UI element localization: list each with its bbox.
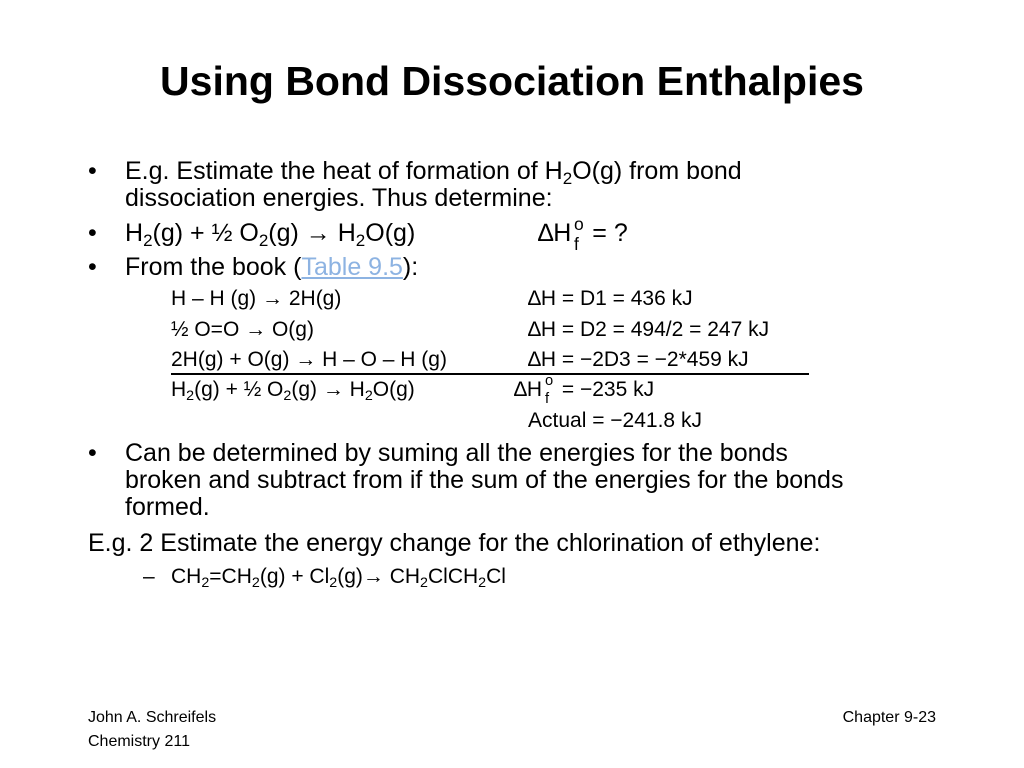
example-2-text: E.g. 2 Estimate the energy change for the chlorination of ethylene: [88,529,821,557]
actual-value: Actual = −241.8 kJ [528,409,702,432]
footer-course: Chemistry 211 [88,733,190,750]
step-2-enthalpy: ∆H = D2 = 494/2 = 247 kJ [528,318,770,341]
bullet-marker: • [88,439,97,467]
chlorination-reaction: $CH_2=CH_2(g) + Cl_2(g)\to$ $CH_2ClCH_2Cl$ [171,565,506,591]
enthalpy-formation-label: ∆H = ? o f [538,214,628,254]
bullet-marker: • [88,253,97,281]
net-enthalpy: ∆H = −235 kJ o f [514,373,655,407]
step-2-reaction: ½ O=O → O(g) [171,318,314,341]
table-link[interactable]: Table 9.5 [301,253,403,281]
bullet-3-text: From the book (Table 9.5): [125,253,419,281]
dash-marker: – [143,565,155,588]
sum-underline [171,373,809,375]
step-1-enthalpy: ∆H = D1 = 436 kJ [528,287,693,310]
bullet-marker: • [88,219,97,247]
bullet-2-reaction: $H_2(g)$ + ½ $O_2(g) \to H_2O(g)$ [125,219,416,250]
footer-author: John A. Schreifels [88,709,217,726]
bullet-4-text: Can be determined by suming all the energies for the bonds broken and subtract from if the sum of the energies for the bonds formed. [125,439,844,521]
bullet-marker: • [88,157,97,185]
step-1-reaction: H – H (g) → 2H(g) [171,287,342,310]
bullet-1-text: E.g. Estimate the heat of formation of $H_2O(g)$ from bond dissociation energies. Thus determine: [125,157,742,212]
footer-page-number: Chapter 9-23 [842,709,936,726]
net-reaction: $H_2(g)$ + ½ $O_2(g) \to H_2O(g)$ [171,378,415,404]
step-3-enthalpy: ∆H = −2D3 = −2*459 kJ [528,348,749,371]
step-3-reaction: 2H(g) + O(g) → H – O – H (g) [171,348,447,371]
slide-title: Using Bond Dissociation Enthalpies [160,58,864,104]
